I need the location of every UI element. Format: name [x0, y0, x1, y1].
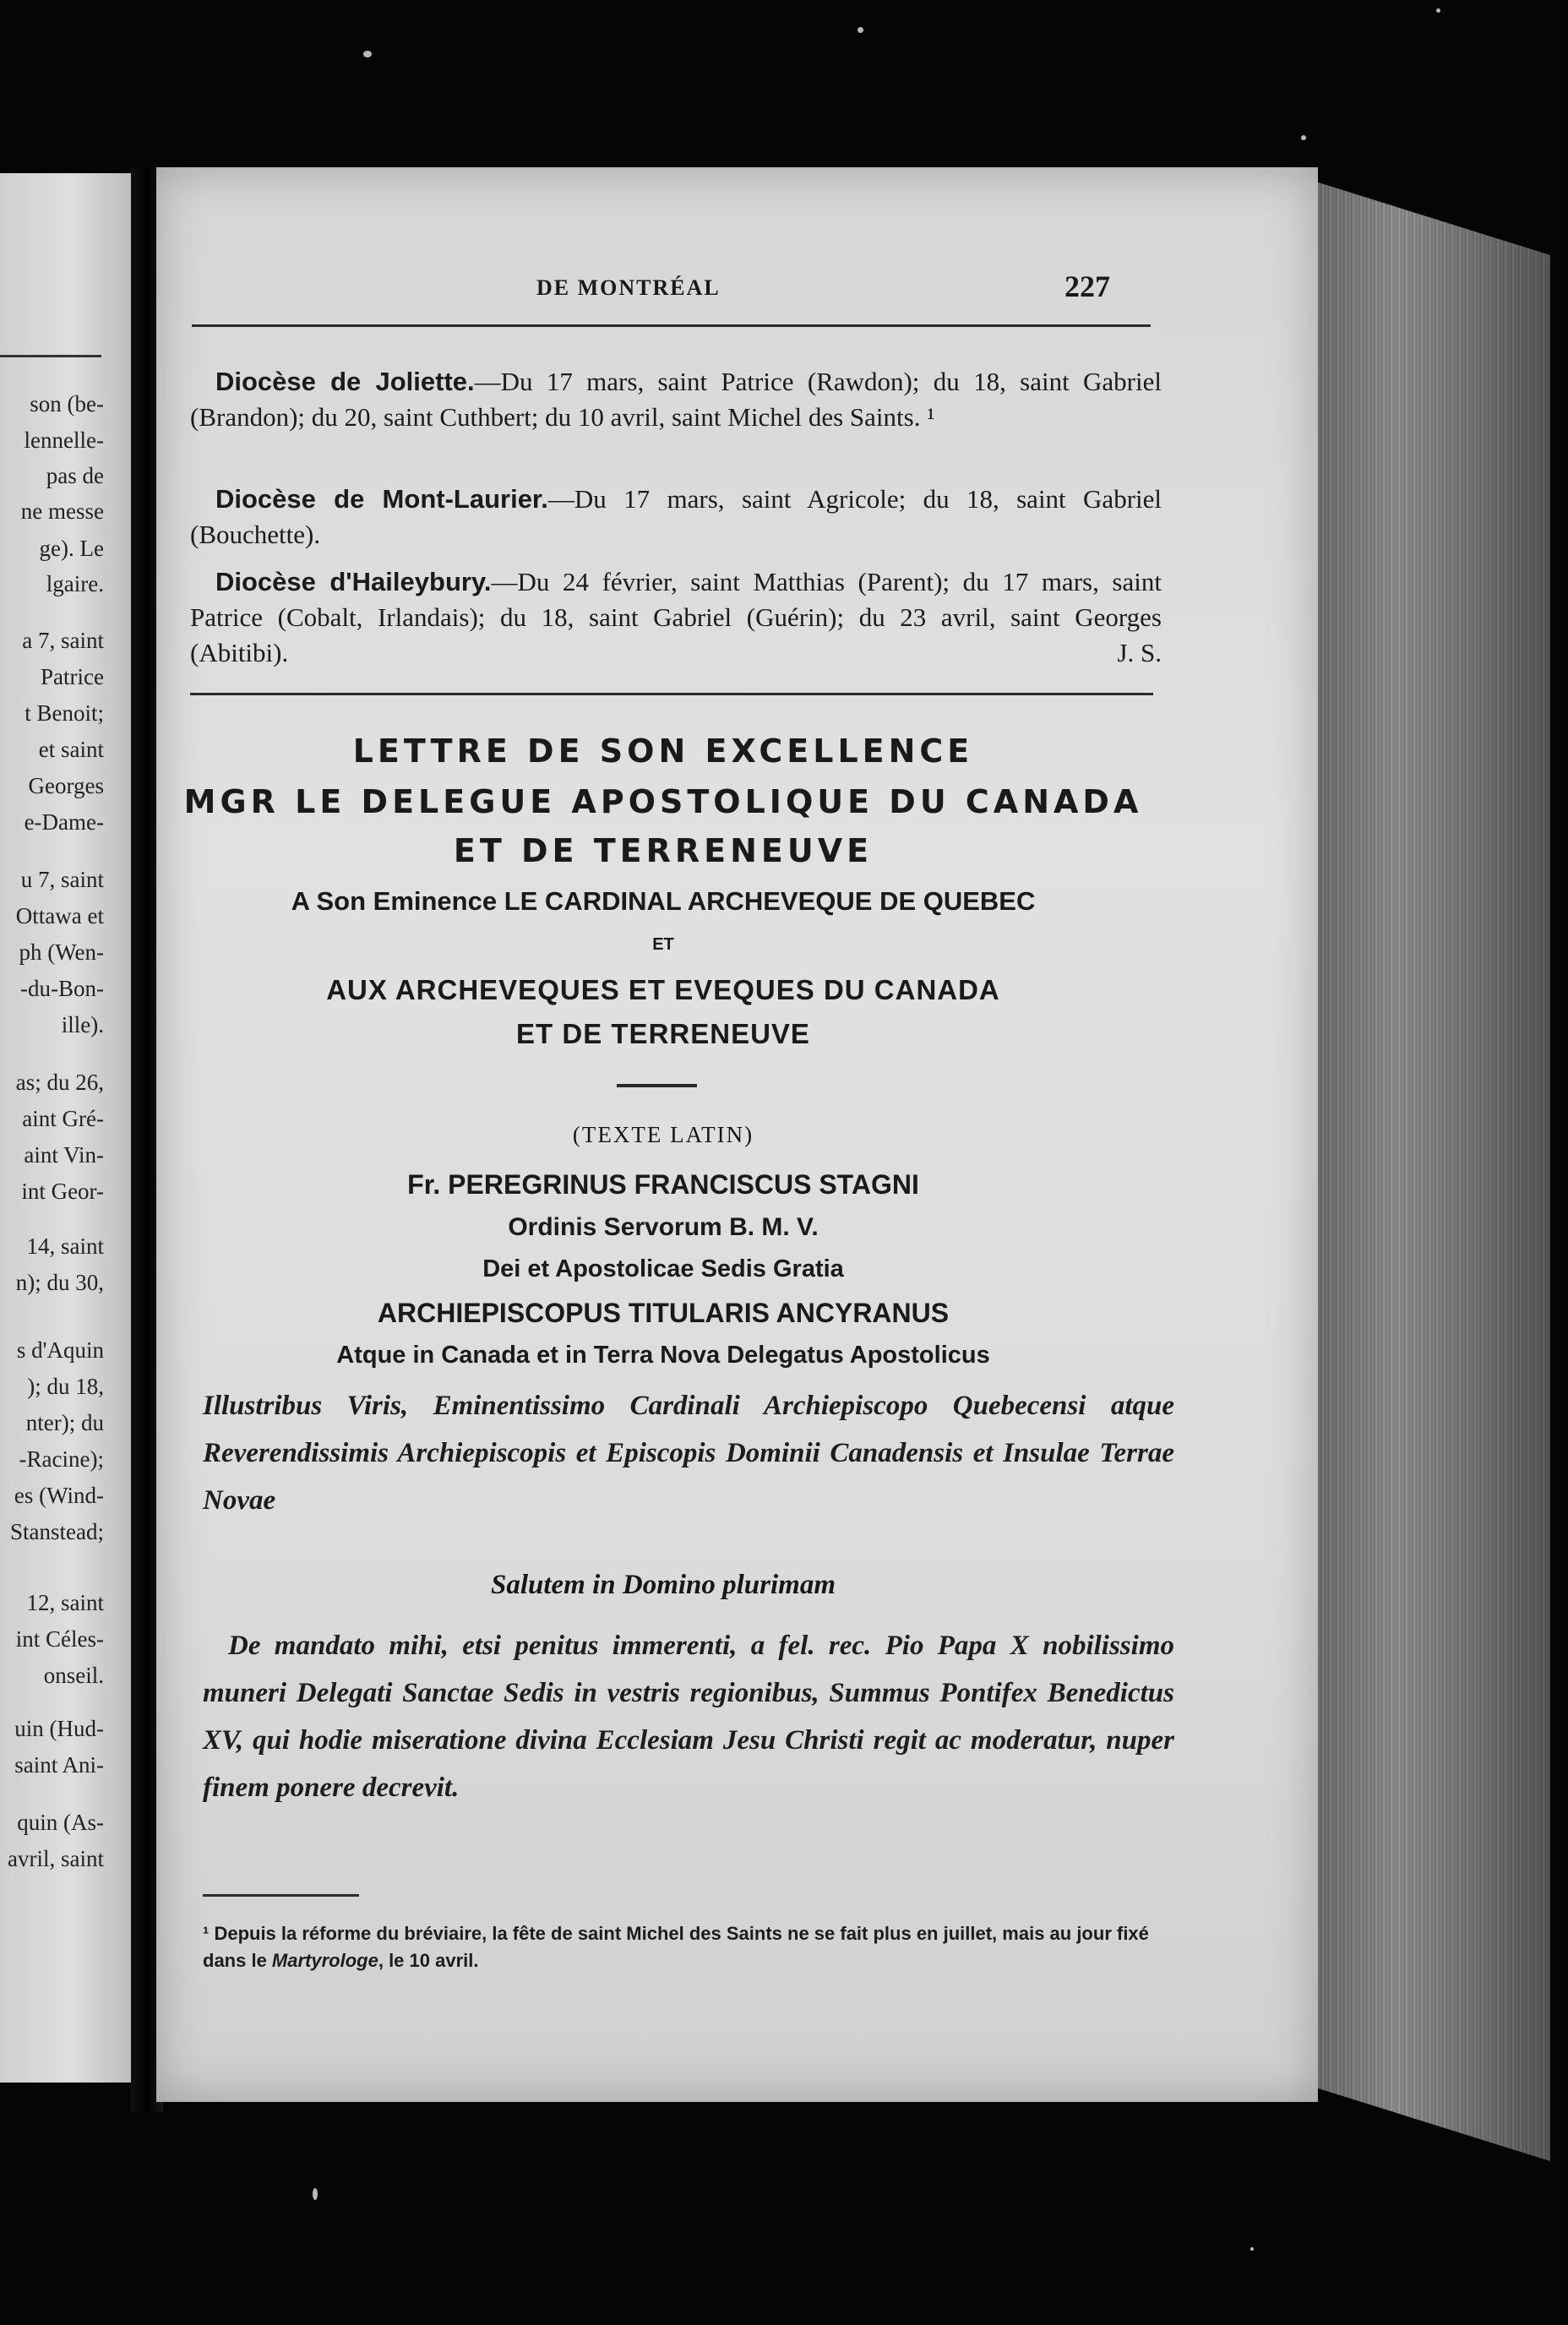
diocese-name: Diocèse de Joliette.	[215, 367, 475, 396]
diocese-name: Diocèse d'Haileybury.	[215, 567, 492, 596]
author-line: Dei et Apostolicae Sedis Gratia	[482, 1255, 844, 1282]
footnote-marker: ¹	[203, 1923, 210, 1944]
left-page-text-fragment: uin (Hud-	[14, 1716, 104, 1741]
letter-body: De mandato mihi, etsi penitus immerenti, a fel. rec. Pio Papa X nobilissimo muneri Delegati Sanctae Sedis in vestris regionibus, Summus Pontifex Benedictus XV, qui hodie miseratione divina Ecclesiam Jesu Christi regit ac moderatur, nuper finem ponere decrevit.	[203, 1631, 1174, 1803]
author-line: Atque in Canada et in Terra Nova Delegatus Apostolicus	[336, 1342, 990, 1369]
film-speck	[858, 27, 863, 33]
short-rule	[617, 1084, 697, 1087]
left-page-text-fragment: s d'Aquin	[16, 1337, 104, 1363]
running-head: DE MONTRÉAL	[536, 275, 721, 300]
author-line: Ordinis Servorum B. M. V.	[508, 1213, 819, 1241]
left-page-text-fragment: onseil.	[43, 1663, 104, 1688]
recipient-line: AUX ARCHEVEQUES ET EVEQUES DU CANADA	[326, 974, 1000, 1005]
left-page-text-fragment: a 7, saint	[22, 628, 104, 653]
left-page-text-fragment: ne messe	[20, 498, 104, 524]
left-page-text-fragment: e-Dame-	[24, 809, 104, 835]
footnote	[203, 1920, 1174, 1974]
left-page-text-fragment: 12, saint	[26, 1590, 104, 1615]
left-page-text-fragment: et saint	[38, 737, 104, 762]
header-rule	[192, 324, 1151, 327]
diocese-text: —Du 17 mars, saint Agricole; du 18, saint Gabriel (Bouchette).	[190, 484, 1162, 549]
author-line: ARCHIEPISCOPUS TITULARIS ANCYRANUS	[377, 1298, 950, 1328]
left-page-text-fragment: 14, saint	[26, 1233, 104, 1259]
left-page-text-fragment: -Racine);	[19, 1446, 104, 1472]
signature: J. S.	[1117, 638, 1162, 667]
diocese-entry-haileybury	[190, 564, 1162, 671]
left-page-text-fragment: son (be-	[30, 391, 104, 417]
left-page-text-fragment: int Geor-	[21, 1179, 104, 1204]
film-speck	[1436, 8, 1440, 13]
left-page-text-fragment: n); du 30,	[15, 1270, 104, 1295]
film-speck	[363, 51, 372, 57]
footnote-italic: Martyrologe	[271, 1950, 378, 1971]
book-page	[156, 167, 1318, 2102]
conjunction: ET	[652, 935, 674, 954]
footnote-rule	[203, 1894, 359, 1897]
author-line: Fr. PEREGRINUS FRANCISCUS STAGNI	[407, 1169, 919, 1200]
film-speck	[1301, 135, 1306, 140]
diocese-text: —Du 24 février, saint Matthias (Parent); du 17 mars, saint Patrice (Cobalt, Irlandais); du 18, saint Gabriel (Guérin); du 23 avril, saint Georges (Abitibi).	[190, 567, 1162, 667]
diocese-entry-joliette	[190, 364, 1162, 435]
letter-address: Illustribus Viris, Eminentissimo Cardinali Archiepiscopo Quebecensi atque Reverendissimis Archiepiscopis et Episcopis Dominii Canadensis et Insulae Terrae Novae	[203, 1391, 1174, 1516]
left-page-text-fragment: as; du 26,	[15, 1070, 104, 1095]
section-rule	[190, 693, 1153, 695]
left-page-text-fragment: Ottawa et	[15, 903, 104, 928]
left-page-text-fragment: pas de	[46, 463, 104, 488]
left-page-text-fragment: lennelle-	[24, 427, 104, 453]
left-page-text-fragment: es (Wind-	[14, 1483, 104, 1508]
left-page-text-fragment: Stanstead;	[10, 1519, 104, 1544]
page-number: 227	[1064, 270, 1110, 303]
diocese-name: Diocèse de Mont-Laurier.	[215, 484, 548, 514]
left-page-text-fragment: -du-Bon-	[20, 976, 104, 1001]
diocese-text: —Du 17 mars, saint Patrice (Rawdon); du 18, saint Gabriel (Brandon); du 20, saint Cuthbert; du 10 avril, saint Michel des Saints. ¹	[190, 367, 1162, 432]
text-label: (TEXTE LATIN)	[572, 1122, 754, 1147]
film-speck	[313, 2188, 318, 2200]
salutation: Salutem in Domino plurimam	[490, 1570, 836, 1600]
left-facing-page	[0, 173, 131, 2083]
left-page-text-fragment: ph (Wen-	[19, 939, 104, 965]
letter-title-line: MGR LE DELEGUE APOSTOLIQUE DU CANADA	[183, 783, 1143, 820]
left-page-text-fragment: ille).	[61, 1012, 104, 1037]
recipient-line: ET DE TERRENEUVE	[516, 1018, 810, 1049]
left-page-text-fragment: ge). Le	[39, 536, 104, 561]
page-header	[156, 269, 1318, 311]
left-page-text-fragment: ); du 18,	[27, 1374, 104, 1399]
left-page-text-fragment: nter); du	[25, 1410, 104, 1435]
letter-title-line: ET DE TERRENEUVE	[453, 832, 874, 869]
left-page-rule	[0, 355, 101, 357]
left-page-text-fragment: int Céles-	[15, 1626, 104, 1652]
left-page-text-fragment: u 7, saint	[20, 867, 104, 892]
recipient-line: A Son Eminence LE CARDINAL ARCHEVEQUE DE QUEBEC	[291, 886, 1036, 916]
diocese-entry-mont-laurier	[190, 482, 1162, 553]
footnote-text-end: , le 10 avril.	[378, 1950, 479, 1971]
left-page-text-fragment: quin (As-	[17, 1810, 104, 1835]
left-page-text-fragment: lgaire.	[46, 571, 104, 596]
left-page-text-fragment: Patrice	[41, 664, 104, 689]
letter-title-line: LETTRE DE SON EXCELLENCE	[352, 732, 974, 770]
left-page-text-fragment: aint Gré-	[22, 1106, 104, 1131]
left-page-text-fragment: t Benoit;	[24, 700, 104, 726]
left-page-text-fragment: aint Vin-	[24, 1142, 104, 1168]
left-page-text-fragment: saint Ani-	[14, 1752, 104, 1778]
left-page-text-fragment: Georges	[28, 773, 104, 798]
film-speck	[1250, 2247, 1254, 2251]
footnote-text: Depuis la réforme du bréviaire, la fête de saint Michel des Saints ne se fait plus en juillet, mais au jour fixé dans le	[203, 1923, 1149, 1971]
book-page-edges	[1297, 176, 1550, 2161]
left-page-text-fragment: avril, saint	[8, 1846, 104, 1871]
